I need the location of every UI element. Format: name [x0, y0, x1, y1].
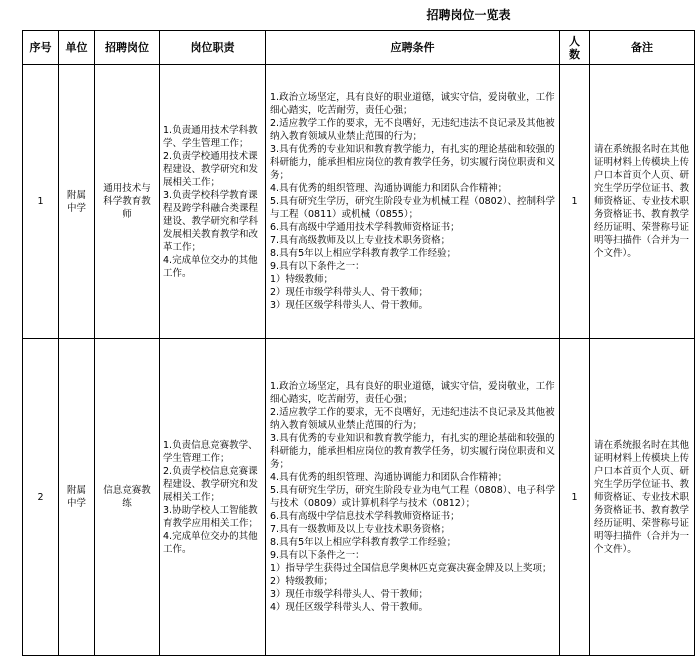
requirement-item: 2.适应教学工作的要求，无不良嗜好，无违纪违法不良记录及其他被纳入教育领域从业禁止范围的行为； — [270, 118, 555, 142]
requirement-item: 3.具有优秀的专业知识和教育教学能力，有扎实的理论基础和较强的科研能力，能承担相应岗位的教育教学任务，切实履行岗位职责和义务； — [270, 433, 556, 470]
duty-item: 2.负责学校信息竞赛课程建设、教学研究和发展相关工作； — [163, 465, 259, 503]
requirement-item: 1）特级教师； — [270, 274, 334, 285]
header-unit: 单位 — [59, 31, 95, 65]
row-seq: 2 — [23, 339, 59, 656]
requirement-item: 2）现任市级学科带头人、骨干教师； — [270, 287, 429, 298]
requirement-item: 8.具有5年以上相应学科教育教学工作经验； — [270, 248, 457, 259]
row-unit: 附属中学 — [59, 65, 95, 339]
header-seq: 序号 — [23, 31, 59, 65]
duty-item: 2.负责学校通用技术课程建设、教学研究和发展相关工作； — [163, 150, 259, 188]
row-duties — [160, 65, 266, 339]
requirement-item: 6.具有高级中学通用技术学科教师资格证书； — [270, 222, 460, 233]
table-row — [23, 339, 695, 656]
requirement-item: 9.具有以下条件之一： — [270, 261, 365, 272]
row-count: 1 — [560, 65, 590, 339]
requirement-item: 1.政治立场坚定，具有良好的职业道德，诚实守信，爱岗敬业，工作细心踏实，吃苦耐劳，责任心强； — [270, 92, 555, 116]
row-post: 信息竞赛教练 — [95, 339, 160, 656]
duty-item: 3.协助学校人工智能教育教学应用相关工作； — [163, 504, 259, 529]
row-requirements — [266, 65, 560, 339]
requirement-item: 3.具有优秀的专业知识和教育教学能力，有扎实的理论基础和较强的科研能力，能承担相应岗位的教育教学任务，切实履行岗位职责和义务； — [270, 144, 556, 181]
row-unit: 附属中学 — [59, 339, 95, 656]
header-remark: 备注 — [590, 31, 695, 65]
row-duties — [160, 339, 266, 656]
header-post: 招聘岗位 — [95, 31, 160, 65]
duty-item: 1.负责通用技术学科教学、学生管理工作； — [163, 124, 258, 149]
requirement-item: 4）现任区级学科带头人、骨干教师。 — [270, 602, 429, 613]
header-count: 人数 — [560, 31, 590, 65]
row-requirements — [266, 339, 560, 656]
recruitment-table — [22, 30, 695, 656]
requirement-item: 1.政治立场坚定，具有良好的职业道德，诚实守信，爱岗敬业，工作细心踏实，吃苦耐劳，责任心强； — [270, 381, 555, 405]
requirement-item: 3）现任区级学科带头人、骨干教师。 — [270, 300, 429, 311]
requirement-item: 5.具有研究生学历，研究生阶段专业为机械工程（0802）、控制科学与工程（0811）或机械（0855）； — [270, 196, 555, 220]
duty-item: 1.负责信息竞赛教学、学生管理工作； — [163, 439, 258, 464]
row-post: 通用技术与科学教育教师 — [95, 65, 160, 339]
requirement-item: 2.适应教学工作的要求，无不良嗜好，无违纪违法不良记录及其他被纳入教育领域从业禁止范围的行为； — [270, 407, 555, 431]
requirement-item: 9.具有以下条件之一： — [270, 550, 365, 561]
header-duty: 岗位职责 — [160, 31, 266, 65]
row-seq: 1 — [23, 65, 59, 339]
requirement-item: 7.具有高级教师及以上专业技术职务资格； — [270, 235, 451, 246]
requirement-item: 4.具有优秀的组织管理、沟通协调能力和团队合作精神； — [270, 472, 508, 483]
duty-item: 3.负责学校科学教育课程及跨学科融合类课程建设、教学研究和学科发展相关教育教学和改革工作； — [163, 189, 259, 253]
requirement-item: 5.具有研究生学历，研究生阶段专业为电气工程（0808）、电子科学与技术（0809）或计算机科学与技术（0812）； — [270, 485, 555, 509]
row-remark: 请在系统报名时在其他证明材料上传模块上传户口本首页个人页、研究生学历学位证书、教师资格证、专业技术职务资格证书、教育教学经历证明、荣誉称号证明等扫描件（合并为一个文件）。 — [590, 339, 695, 656]
duty-item: 4.完成单位交办的其他工作。 — [163, 254, 258, 279]
duty-item: 4.完成单位交办的其他工作。 — [163, 530, 258, 555]
page-title — [0, 6, 697, 23]
requirement-item: 6.具有高级中学信息技术学科教师资格证书； — [270, 511, 460, 522]
requirement-item: 1）指导学生获得过全国信息学奥林匹克竞赛决赛金牌及以上奖项； — [270, 563, 552, 574]
requirement-item: 8.具有5年以上相应学科教育教学工作经验； — [270, 537, 457, 548]
requirement-item: 3）现任市级学科带头人、骨干教师； — [270, 589, 429, 600]
header-requirements: 应聘条件 — [266, 31, 560, 65]
requirement-item: 4.具有优秀的组织管理、沟通协调能力和团队合作精神； — [270, 183, 508, 194]
page-title-text: 招聘岗位一览表 — [426, 8, 511, 22]
row-remark: 请在系统报名时在其他证明材料上传模块上传户口本首页个人页、研究生学历学位证书、教师资格证、专业技术职务资格证书、教育教学经历证明、荣誉称号证明等扫描件（合并为一个文件）。 — [590, 65, 695, 339]
row-count: 1 — [560, 339, 590, 656]
table-row — [23, 65, 695, 339]
requirement-item: 2）特级教师； — [270, 576, 334, 587]
requirement-item: 7.具有一级教师及以上专业技术职务资格； — [270, 524, 451, 535]
header-row — [23, 31, 695, 65]
